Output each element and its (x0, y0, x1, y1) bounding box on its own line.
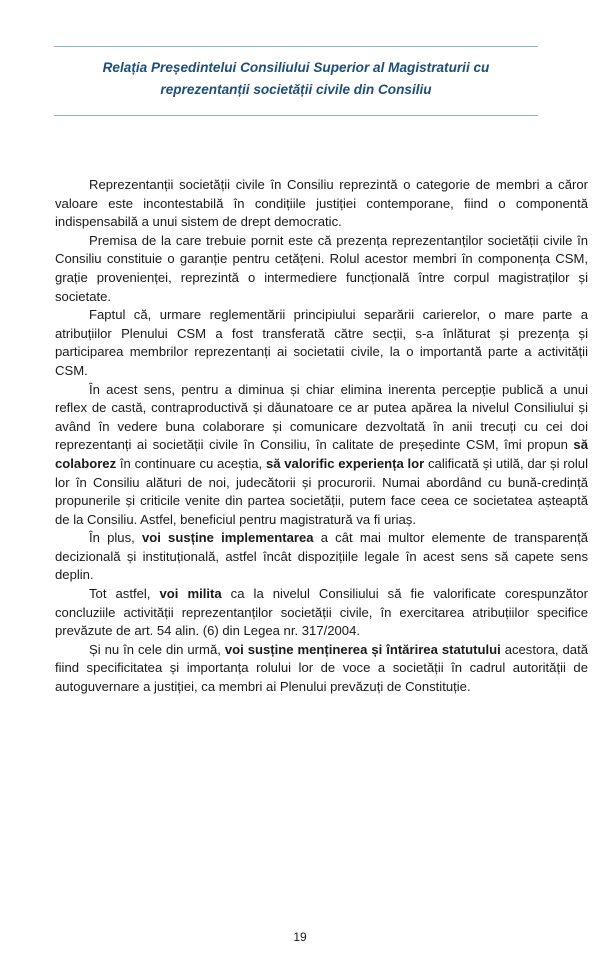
paragraph-6-emphasis: voi milita (159, 586, 222, 602)
paragraph-7 (55, 641, 588, 697)
paragraph-4-emphasis-collaborate: să colaborez (55, 437, 588, 471)
paragraph-5-text-c: a cât mai multor elemente de transparență decizională și instituțională, astfel încât dispozițiile legale în acest sens să capete sens deplin. (55, 530, 588, 583)
paragraph-3: Faptul că, urmare reglementării principiului separării carierelor, o mare parte a atribuțiilor Plenului CSM a fost transferată către secții, s-a înlăturat și prezența și participarea membrilor reprezentanți ai societatii civile, la o importantă parte a activității CSM. (55, 307, 588, 378)
section-heading (54, 57, 538, 101)
page-number: 19 (293, 930, 307, 944)
paragraph-4-text-e: calificată și utilă, dar și rolul lor în Consiliu alături de noi, judecătorii și procurorii. Numai abordând cu bună-credință propunerile și criticile venite din partea societății, putem face ceea ce societatea așteaptă de la Consiliu. Astfel, beneficiul pentru magistratură va fi uriaș. (55, 455, 588, 527)
paragraph-5-emphasis: voi susține implementarea (141, 530, 314, 546)
paragraph-5-text-a: În plus, (89, 530, 142, 546)
paragraph-4-emphasis-experience: să valorific experiența lor (265, 455, 425, 471)
paragraph-5 (55, 529, 588, 585)
heading-line-1: Relația Președintelui Consiliului Superior al Magistraturii cu (102, 60, 490, 75)
paragraph-6-text-a: Tot astfel, (89, 586, 160, 602)
body-text (55, 176, 588, 697)
paragraph-7-text-a: Și nu în cele din urmă, (89, 641, 225, 657)
heading-line-2: reprezentanții societății civile din Consiliu (160, 82, 432, 97)
paragraph-4-text-c: în continuare cu aceștia, (116, 455, 266, 471)
header-bottom-rule (54, 115, 538, 116)
paragraph-6-text-c: ca la nivelul Consiliului să fie valorificate corespunzător concluziile activității reprezentanților societății civile, în exercitarea atribuțiilor specifice prevăzute de art. 54 alin. (6) din Legea nr. 317/2004. (55, 586, 588, 639)
paragraph-4-text-a: În acest sens, pentru a diminua și chiar elimina inerenta percepție publică a unui reflex de castă, contraproductivă și dăunatoare ce ar putea apărea la nivelul Consiliului și având în vedere buna colaborare și comunicare dezvoltată în anii trecuți cu cei doi reprezentanți ai societății civile în Consiliu, în calitate de președinte CSM, îmi propun (55, 381, 588, 453)
paragraph-6 (55, 585, 588, 641)
header-top-rule (54, 46, 538, 47)
paragraph-7-emphasis: voi susține menținerea și întărirea statutului (224, 641, 501, 657)
paragraph-7-text-c: acestora, dată fiind specificitatea și importanța rolului lor de voce a societății în cadrul autorității de autoguvernare a justiției, ca membri ai Plenului prevăzuți de Constituție. (55, 641, 588, 695)
paragraph-4 (55, 381, 588, 530)
paragraph-2: Premisa de la care trebuie pornit este că prezența reprezentanților societății civile în Consiliu constituie o garanție pentru cetățeni. Rolul acestor membri în componența CSM, grație provenienței, reprezintă o intermediere funcțională între corpul magistraților și societate. (55, 232, 588, 304)
paragraph-1: Reprezentanții societății civile în Consiliu reprezintă o categorie de membri a căror valoare este incontestabilă în condițiile justiției contemporane, fiind o componentă indispensabilă a unui sistem de drept democratic. (55, 177, 588, 230)
